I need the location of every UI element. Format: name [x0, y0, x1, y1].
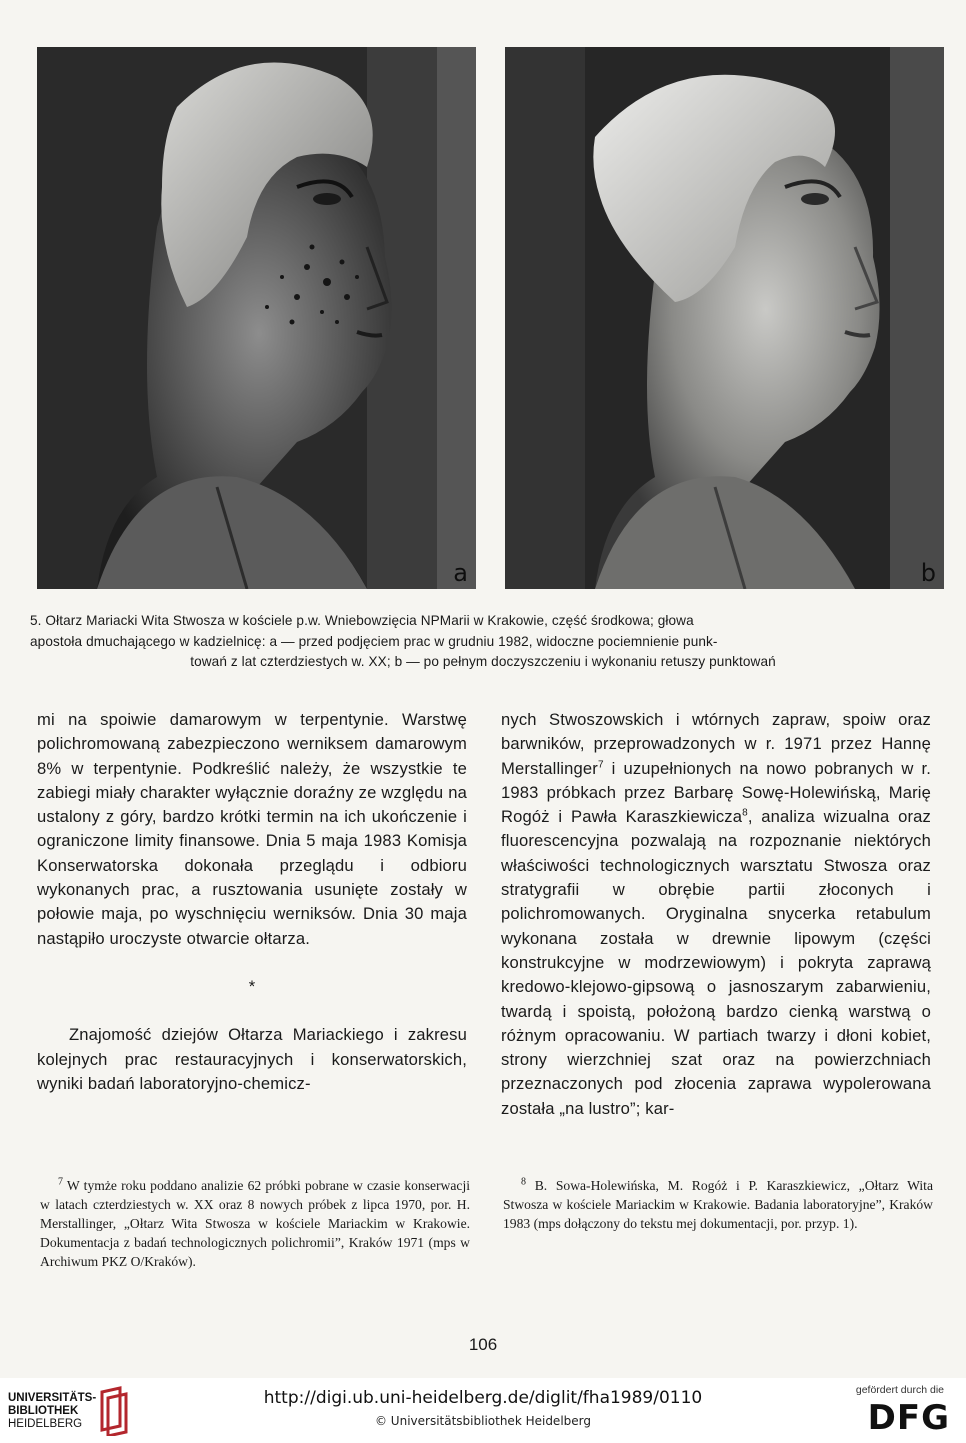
left-paragraph-2: Znajomość dziejów Ołtarza Mariackiego i zakresu kolejnych prac restauracyjnych i konserwatorskich, wyniki badań laboratoryjno-chemicz- [37, 1025, 467, 1093]
library-name-line-2: BIBLIOTHEK [8, 1405, 79, 1417]
left-paragraph-1: mi na spoiwie damarowym w terpentynie. Warstwę polichromowaną zabezpieczono werniksem damarowym 8% w terpentynie. Podkreślić należy, że wszystkie te zabiegi miały charakter wyłącznie doraźny ze względu na ustalony z góry, bardzo krótki termin na ich ukończenie i ograniczone limity finansowe. Dnia 5 maja 1983 Komisja Konserwatorska dokonała przeglądu i odbioru wykonanych prac, a rusztowania usunięte zostały w połowie maja, po wyschnięciu werniksów. Dnia 30 maja nastąpiło uroczyste otwarcie ołtarza. [37, 710, 467, 948]
photo-a-label: a [453, 559, 468, 587]
page-number: 106 [468, 1335, 498, 1354]
footnote-8 [503, 1176, 933, 1233]
right-text-part-2: i uzupełnionych na nowo pobranych w r. 1983 próbkach przez Barbarę Sowę-Holewińską, Marię Rogóż i Pawła Karaszkiewicza [501, 758, 931, 827]
right-paragraph [501, 708, 931, 1121]
footnote-ref-8: 8 [742, 807, 748, 819]
photo-before-cleaning [37, 47, 476, 589]
footnote-7-mark: 7 [58, 1176, 63, 1188]
source-url-link[interactable]: http://digi.ub.uni-heidelberg.de/diglit/fha1989/0110 [263, 1388, 703, 1408]
photo-b-label: b [920, 559, 936, 587]
library-name-line-3: HEIDELBERG [8, 1418, 83, 1430]
photo-after-cleaning [505, 47, 944, 589]
library-name-line-1: UNIVERSITÄTS- [8, 1392, 97, 1404]
footer [0, 1378, 966, 1443]
footnote-8-mark: 8 [521, 1176, 526, 1188]
figure-caption [30, 611, 936, 673]
caption-line-1: 5. Ołtarz Mariacki Wita Stwosza w kościele p.w. Wniebowzięcia NPMarii w Krakowie, część środkowa; głowa [30, 613, 694, 628]
caption-line-3: towań z lat czterdziestych w. XX; b — po pełnym doczyszczeniu i wykonaniu retuszy punktowań [190, 654, 776, 669]
caption-line-2: apostoła dmuchającego w kadzielnicę: a — przed podjęciem prac w grudniu 1982, widoczne pociemnienie punk- [30, 633, 718, 649]
right-text-part-3: , analiza wizualna oraz fluorescencyjna pozwalają na rozpoznanie niektórych właściwości technologicznych warsztatu Stwosza oraz stratygrafii w obrębie partii złoconych i polichromowanych. Oryginalna snycerka retabulum wykonana została w drewnie lipowym (części konstrukcyjne w modrzewiowym) i pokryta zaprawą kredowo-klejowo-gipsową o jasnoszarym zabarwieniu, twardą i spoistą, położoną bardzo cienką warstwą o różnym opracowaniu. W partiach twarzy i dłoni kobiet, strony wierzchniej szat oraz na powierzchniach przeznaczonych pod złocenia zaprawa wypolerowana została „na lustro”; kar- [501, 807, 931, 1118]
copyright-notice: © Universitätsbibliothek Heidelberg [374, 1414, 591, 1428]
right-column [501, 708, 931, 1121]
right-text-part-1: nych Stwoszowskich i wtórnych zapraw, spoiw oraz barwników, przeprowadzonych w r. 1971 przez Hannę Merstallinger [501, 710, 931, 778]
footnote-8-text: B. Sowa-Holewińska, M. Rogóż i P. Karaszkiewicz, „Ołtarz Wita Stwosza w kościele Mariackim w Krakowie. Badania laboratoryjne”, Kraków 1983 (mps dołączony do tekstu mej dokumentacji, por. przyp. 1). [503, 1178, 933, 1231]
section-separator: * [248, 976, 256, 996]
footnote-7-text: W tymże roku poddano analizie 62 próbki pobrane w czasie konserwacji w latach czterdziestych w. XX oraz 8 nowych próbek z lipca 1970, por. H. Merstallinger, „Ołtarz Wita Stwosza w kościele Mariackim w Krakowie. Dokumentacja z badań technologicznych polichromii”, Kraków 1971 (mps w Archiwum PKZ O/Kraków). [40, 1178, 470, 1269]
funding-note: gefördert durch die [855, 1384, 944, 1396]
footnote-7 [40, 1176, 470, 1271]
footnote-ref-7: 7 [597, 759, 604, 771]
dfg-logo: DFG [867, 1398, 950, 1438]
left-column [37, 708, 467, 1096]
